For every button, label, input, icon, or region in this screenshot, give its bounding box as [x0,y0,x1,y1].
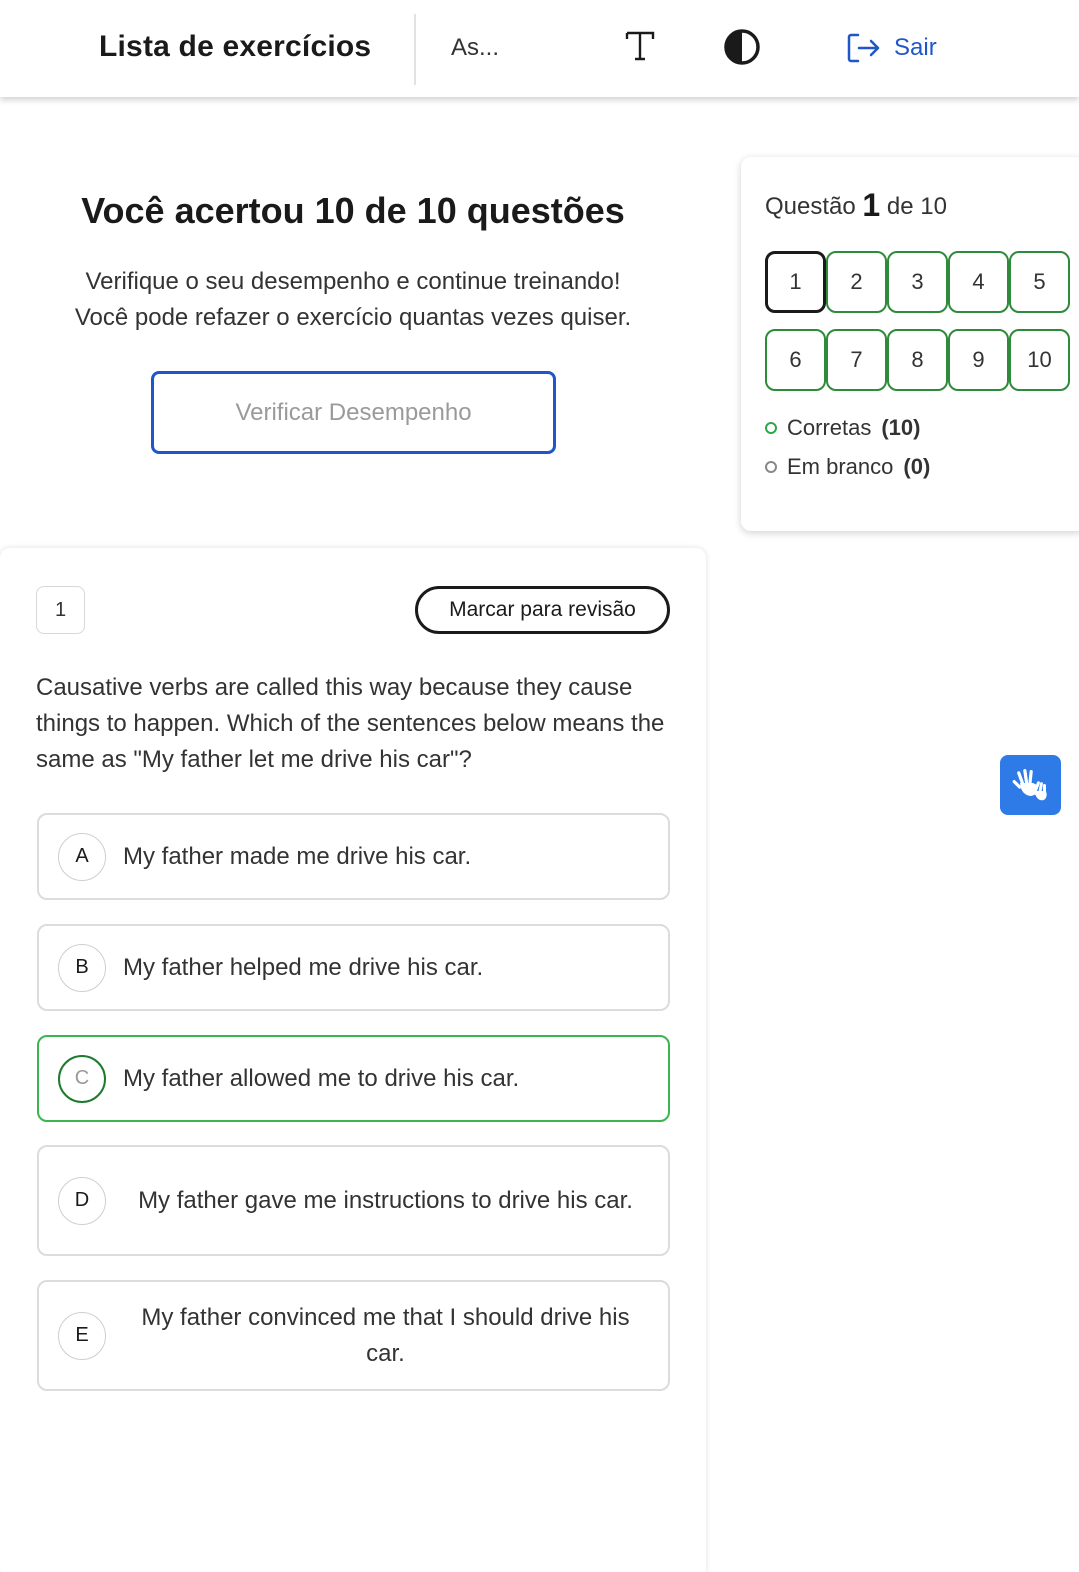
current-question-number: 1 [862,187,881,223]
verify-performance-button[interactable]: Verificar Desempenho [151,371,556,454]
option-letter: B [58,944,106,992]
question-button-6[interactable]: 6 [765,329,826,391]
logout-icon [846,31,882,65]
question-indicator [765,187,947,224]
option-b[interactable] [37,924,670,1011]
legend-correct [765,415,920,441]
legend-correct-count: (10) [881,415,921,440]
option-text: My father helped me drive his car. [123,953,484,981]
option-text: My father allowed me to drive his car. [123,1064,520,1092]
option-c-correct[interactable] [37,1035,670,1122]
correct-dot-icon [765,422,777,434]
header-divider [414,14,416,85]
option-letter: E [58,1312,106,1360]
question-navigator [741,157,1079,531]
sign-language-hands-icon [1011,765,1051,805]
legend-correct-label: Corretas [787,415,872,440]
blank-dot-icon [765,461,777,473]
question-button-2[interactable]: 2 [826,251,887,313]
legend-blank-count: (0) [903,454,931,479]
option-letter: D [58,1177,106,1225]
question-button-10[interactable]: 10 [1009,329,1070,391]
question-label-suffix: de 10 [886,193,947,220]
option-e[interactable] [37,1280,670,1391]
question-button-4[interactable]: 4 [948,251,1009,313]
option-text: My father convinced me that I should drive his car. [141,1303,630,1367]
font-size-button[interactable] [620,24,660,68]
option-text: My father made me drive his car. [123,842,472,870]
sign-language-button[interactable] [1000,755,1061,815]
question-button-1[interactable]: 1 [765,251,826,313]
text-size-icon [624,29,656,63]
legend-blank-label: Em branco [787,454,894,479]
result-message-line: Verifique o seu desempenho e continue treinando! [85,268,621,295]
page-title: Lista de exercícios [99,30,372,63]
exit-button[interactable] [846,28,937,68]
question-statement: Causative verbs are called this way because they cause things to happen. Which of the sentences below means the same as "My father let me drive his car"? [36,674,665,773]
contrast-button[interactable] [722,27,762,67]
option-letter: C [58,1055,106,1103]
mark-for-review-button[interactable]: Marcar para revisão [415,586,670,634]
question-card [0,548,706,1572]
result-message [0,264,706,336]
subject-name: As... [451,34,500,61]
question-grid [765,251,1075,391]
question-button-8[interactable]: 8 [887,329,948,391]
option-d[interactable] [37,1145,670,1256]
question-button-7[interactable]: 7 [826,329,887,391]
option-letter: A [58,833,106,881]
question-button-9[interactable]: 9 [948,329,1009,391]
option-a[interactable] [37,813,670,900]
result-heading: Você acertou 10 de 10 questões [81,190,625,231]
question-number-badge: 1 [36,586,85,634]
exit-label: Sair [894,34,937,61]
top-header [0,0,1079,97]
option-text: My father gave me instructions to drive his car. [138,1186,633,1214]
question-button-3[interactable]: 3 [887,251,948,313]
legend-blank [765,454,930,480]
question-button-5[interactable]: 5 [1009,251,1070,313]
question-label-prefix: Questão [765,193,856,220]
contrast-icon [722,27,762,67]
result-message-line: Você pode refazer o exercício quantas vezes quiser. [74,304,632,331]
